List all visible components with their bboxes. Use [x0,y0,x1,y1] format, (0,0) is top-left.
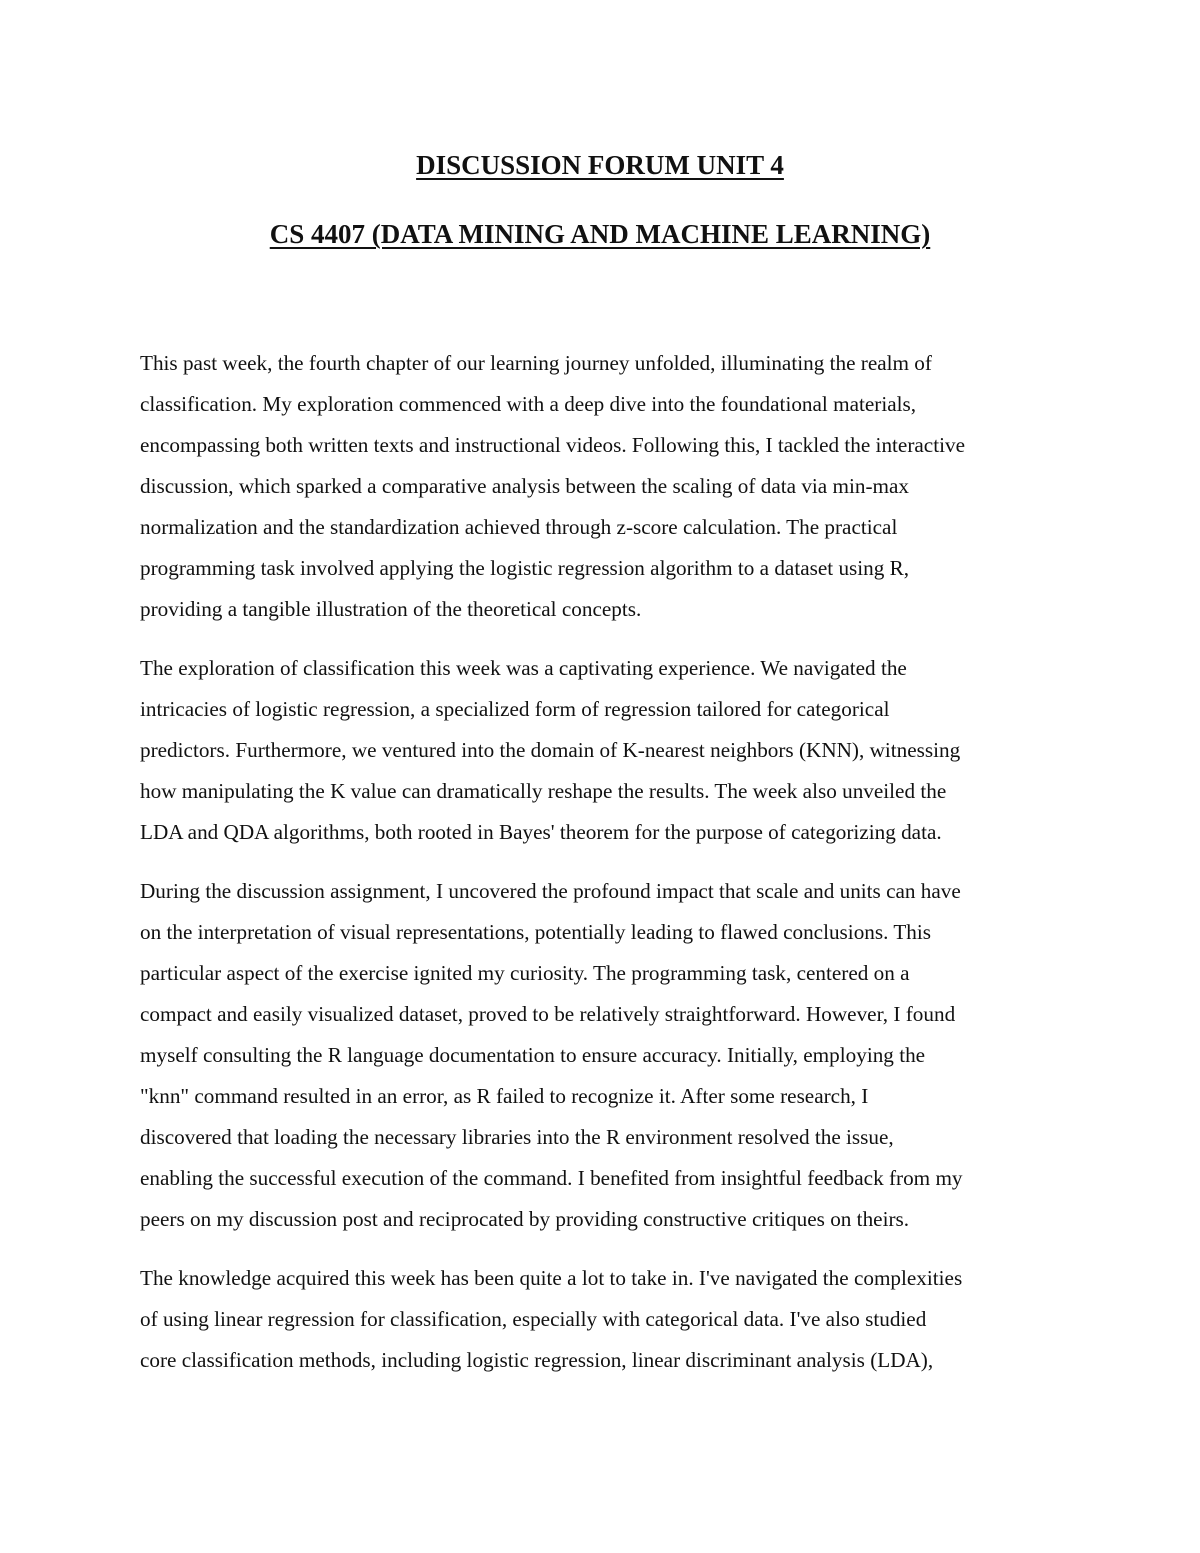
paragraph-line: on the interpretation of visual representations, potentially leading to flawed conclusions. This [140,920,932,944]
paragraph-line: discovered that loading the necessary libraries into the R environment resolved the issue, [140,1125,894,1149]
paragraph-line: discussion, which sparked a comparative analysis between the scaling of data via min-max [140,474,909,498]
paragraph-line: LDA and QDA algorithms, both rooted in Bayes' theorem for the purpose of categorizing data. [140,820,942,844]
paragraph-line: encompassing both written texts and instructional videos. Following this, I tackled the interactive [140,433,965,457]
paragraph-line: classification. My exploration commenced with a deep dive into the foundational materials, [140,392,917,416]
paragraph-line: normalization and the standardization achieved through z-score calculation. The practical [140,515,898,539]
paragraph-line: myself consulting the R language documentation to ensure accuracy. Initially, employing the [140,1043,926,1067]
paragraph-line: particular aspect of the exercise ignited my curiosity. The programming task, centered on a [140,961,910,985]
paragraph-line: During the discussion assignment, I uncovered the profound impact that scale and units can have [140,879,961,903]
paragraph-line: predictors. Furthermore, we ventured into the domain of K-nearest neighbors (KNN), witnessing [140,738,961,762]
paragraph-line: how manipulating the K value can dramatically reshape the results. The week also unveiled the [140,779,947,803]
paragraph-line: core classification methods, including logistic regression, linear discriminant analysis (LDA), [140,1348,934,1372]
document-title [0,148,1200,182]
paragraph-line: of using linear regression for classification, especially with categorical data. I've also studied [140,1307,927,1331]
paragraph-line: intricacies of logistic regression, a specialized form of regression tailored for categorical [140,697,890,721]
paragraph-line: This past week, the fourth chapter of our learning journey unfolded, illuminating the realm of [140,351,932,375]
paragraph-1 [140,343,1065,630]
document-subtitle-text: CS 4407 (DATA MINING AND MACHINE LEARNING) [269,219,931,249]
paragraph-line: "knn" command resulted in an error, as R failed to recognize it. After some research, I [140,1084,869,1108]
paragraph-4 [140,1258,1065,1381]
document-subtitle [0,217,1200,251]
paragraph-line: The knowledge acquired this week has been quite a lot to take in. I've navigated the complexities [140,1266,963,1290]
paragraph-line: enabling the successful execution of the command. I benefited from insightful feedback from my [140,1166,963,1190]
paragraph-2 [140,648,1065,853]
paragraph-line: programming task involved applying the logistic regression algorithm to a dataset using R, [140,556,910,580]
document-title-text: DISCUSSION FORUM UNIT 4 [416,150,784,180]
paragraph-3 [140,871,1065,1240]
paragraph-line: peers on my discussion post and reciprocated by providing constructive critiques on theirs. [140,1207,910,1231]
paragraph-line: compact and easily visualized dataset, proved to be relatively straightforward. However, I found [140,1002,956,1026]
paragraph-line: providing a tangible illustration of the theoretical concepts. [140,597,642,621]
document-body [140,343,1065,1399]
paragraph-line: The exploration of classification this week was a captivating experience. We navigated the [140,656,907,680]
